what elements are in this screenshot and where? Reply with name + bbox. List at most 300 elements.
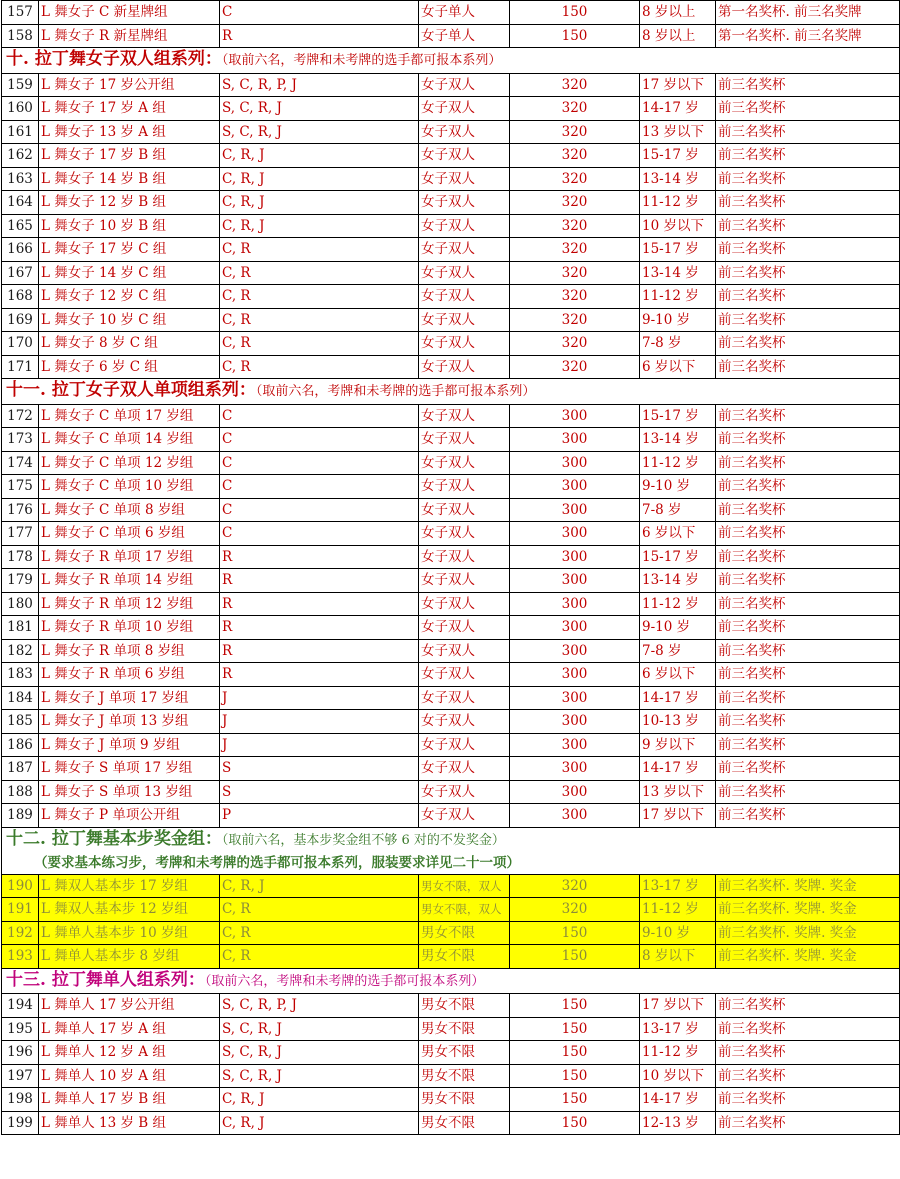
table-row xyxy=(2,592,900,616)
entry-type: 女子双人 xyxy=(419,780,510,804)
entry-type: 女子双人 xyxy=(419,285,510,309)
entry-fee: 320 xyxy=(510,73,640,97)
entry-type: 女子双人 xyxy=(419,167,510,191)
entry-fee: 320 xyxy=(510,214,640,238)
entry-type: 女子双人 xyxy=(419,804,510,828)
dance-list: C, R, J xyxy=(220,1088,419,1112)
entry-type: 女子双人 xyxy=(419,73,510,97)
group-number: 173 xyxy=(2,428,39,452)
group-name: L 舞单人 17 岁 B 组 xyxy=(39,1088,220,1112)
award: 前三名奖杯 xyxy=(716,261,900,285)
age-range: 14-17 岁 xyxy=(640,757,716,781)
group-name: L 舞女子 13 岁 A 组 xyxy=(39,120,220,144)
group-number: 159 xyxy=(2,73,39,97)
table-row xyxy=(2,167,900,191)
dance-list: C, R xyxy=(220,945,419,969)
section-title: 十一. 拉丁女子双人单项组系列： xyxy=(6,380,256,400)
table-row xyxy=(2,214,900,238)
section-10-heading xyxy=(2,48,900,74)
entry-type: 女子双人 xyxy=(419,663,510,687)
group-rows-12 xyxy=(2,874,900,968)
group-name: L 舞女子 R 单项 12 岁组 xyxy=(39,592,220,616)
entry-fee: 320 xyxy=(510,144,640,168)
group-number: 180 xyxy=(2,592,39,616)
age-range: 12-13 岁 xyxy=(640,1111,716,1135)
group-name: L 舞女子 C 单项 6 岁组 xyxy=(39,522,220,546)
group-number: 182 xyxy=(2,639,39,663)
group-name: L 舞女子 C 单项 10 岁组 xyxy=(39,475,220,499)
group-name: L 舞女子 17 岁 C 组 xyxy=(39,238,220,262)
table-row xyxy=(2,238,900,262)
group-name: L 舞女子 C 单项 8 岁组 xyxy=(39,498,220,522)
award: 前三名奖杯 xyxy=(716,733,900,757)
award: 前三名奖杯 xyxy=(716,214,900,238)
section-note: （取前六名，考牌和未考牌的选手都可报本系列） xyxy=(204,973,485,989)
group-number: 194 xyxy=(2,994,39,1018)
entry-fee: 150 xyxy=(510,945,640,969)
table-row xyxy=(2,97,900,121)
entry-type: 男女不限，双人 xyxy=(419,874,510,898)
award: 前三名奖杯 xyxy=(716,144,900,168)
age-range: 11-12 岁 xyxy=(640,285,716,309)
group-name: L 舞女子 R 新星牌组 xyxy=(39,24,220,48)
section-11-heading xyxy=(2,379,900,405)
group-rows-11 xyxy=(2,404,900,827)
dance-list: C, R xyxy=(220,261,419,285)
group-name: L 舞双人基本步 12 岁组 xyxy=(39,898,220,922)
section-12 xyxy=(2,827,900,874)
dance-list: C, R xyxy=(220,332,419,356)
entry-fee: 300 xyxy=(510,475,640,499)
award: 前三名奖杯 xyxy=(716,686,900,710)
group-number: 195 xyxy=(2,1017,39,1041)
group-number: 158 xyxy=(2,24,39,48)
section-10 xyxy=(2,48,900,74)
group-name: L 舞女子 14 岁 C 组 xyxy=(39,261,220,285)
award: 前三名奖杯 xyxy=(716,332,900,356)
dance-list: C, R, J xyxy=(220,214,419,238)
entry-fee: 150 xyxy=(510,1111,640,1135)
entry-fee: 320 xyxy=(510,898,640,922)
section-note: （取前六名，考牌和未考牌的选手都可报本系列） xyxy=(255,384,536,399)
entry-type: 女子双人 xyxy=(419,191,510,215)
group-name: L 舞女子 R 单项 17 岁组 xyxy=(39,545,220,569)
entry-fee: 300 xyxy=(510,639,640,663)
award: 前三名奖杯 xyxy=(716,592,900,616)
group-number: 197 xyxy=(2,1064,39,1088)
age-range: 13-17 岁 xyxy=(640,1017,716,1041)
section-13 xyxy=(2,968,900,994)
age-range: 6 岁以下 xyxy=(640,355,716,379)
group-number: 189 xyxy=(2,804,39,828)
entry-type: 女子双人 xyxy=(419,404,510,428)
award: 前三名奖杯 xyxy=(716,545,900,569)
age-range: 13-14 岁 xyxy=(640,428,716,452)
group-name: L 舞女子 S 单项 17 岁组 xyxy=(39,757,220,781)
group-name: L 舞女子 10 岁 B 组 xyxy=(39,214,220,238)
dance-list: C, R xyxy=(220,308,419,332)
group-name: L 舞女子 R 单项 10 岁组 xyxy=(39,616,220,640)
entry-fee: 320 xyxy=(510,285,640,309)
group-name: L 舞女子 14 岁 B 组 xyxy=(39,167,220,191)
dance-list: J xyxy=(220,710,419,734)
entry-type: 女子双人 xyxy=(419,710,510,734)
award: 前三名奖杯 xyxy=(716,710,900,734)
group-name: L 舞单人基本步 10 岁组 xyxy=(39,921,220,945)
entry-fee: 300 xyxy=(510,757,640,781)
group-number: 199 xyxy=(2,1111,39,1135)
entry-fee: 320 xyxy=(510,308,640,332)
section-note: （取前六名，基本步奖金组不够 6 对的不发奖金） xyxy=(221,832,505,848)
award: 前三名奖杯. 奖牌. 奖金 xyxy=(716,898,900,922)
dance-list: J xyxy=(220,733,419,757)
entry-fee: 150 xyxy=(510,24,640,48)
entry-fee: 300 xyxy=(510,451,640,475)
entry-type: 女子双人 xyxy=(419,238,510,262)
dance-list: C, R xyxy=(220,355,419,379)
group-number: 184 xyxy=(2,686,39,710)
dance-list: J xyxy=(220,686,419,710)
table-row xyxy=(2,898,900,922)
entry-type: 女子双人 xyxy=(419,308,510,332)
age-range: 8 岁以上 xyxy=(640,24,716,48)
award: 前三名奖杯 xyxy=(716,1064,900,1088)
award: 前三名奖杯 xyxy=(716,238,900,262)
award: 前三名奖杯 xyxy=(716,285,900,309)
dance-list: C, R, J xyxy=(220,167,419,191)
group-name: L 舞女子 17 岁公开组 xyxy=(39,73,220,97)
award: 前三名奖杯 xyxy=(716,569,900,593)
age-range: 7-8 岁 xyxy=(640,639,716,663)
dance-list: S, C, R, J xyxy=(220,1064,419,1088)
award: 前三名奖杯 xyxy=(716,1041,900,1065)
entry-fee: 320 xyxy=(510,120,640,144)
group-name: L 舞女子 R 单项 6 岁组 xyxy=(39,663,220,687)
entry-type: 女子双人 xyxy=(419,120,510,144)
dance-list: R xyxy=(220,592,419,616)
entry-fee: 150 xyxy=(510,921,640,945)
entry-fee: 320 xyxy=(510,874,640,898)
group-rows-top xyxy=(2,1,900,48)
group-number: 186 xyxy=(2,733,39,757)
award: 前三名奖杯. 奖牌. 奖金 xyxy=(716,921,900,945)
award: 前三名奖杯 xyxy=(716,428,900,452)
age-range: 17 岁以下 xyxy=(640,804,716,828)
dance-list: C xyxy=(220,522,419,546)
age-range: 11-12 岁 xyxy=(640,1041,716,1065)
group-name: L 舞单人 12 岁 A 组 xyxy=(39,1041,220,1065)
dance-list: S, C, R, P, J xyxy=(220,73,419,97)
entry-type: 女子双人 xyxy=(419,97,510,121)
group-number: 163 xyxy=(2,167,39,191)
entry-type: 女子双人 xyxy=(419,592,510,616)
entry-fee: 150 xyxy=(510,1088,640,1112)
age-range: 13-14 岁 xyxy=(640,167,716,191)
entry-fee: 300 xyxy=(510,545,640,569)
table-row xyxy=(2,355,900,379)
section-title: 十. 拉丁舞女子双人组系列： xyxy=(6,49,222,69)
table-row xyxy=(2,144,900,168)
group-name: L 舞女子 10 岁 C 组 xyxy=(39,308,220,332)
award: 前三名奖杯 xyxy=(716,120,900,144)
group-name: L 舞女子 P 单项公开组 xyxy=(39,804,220,828)
award: 前三名奖杯. 奖牌. 奖金 xyxy=(716,874,900,898)
dance-list: S, C, R, J xyxy=(220,97,419,121)
award: 前三名奖杯. 奖牌. 奖金 xyxy=(716,945,900,969)
group-number: 157 xyxy=(2,1,39,25)
age-range: 14-17 岁 xyxy=(640,97,716,121)
entry-type: 女子双人 xyxy=(419,451,510,475)
table-row xyxy=(2,498,900,522)
dance-list: R xyxy=(220,569,419,593)
table-row xyxy=(2,120,900,144)
entry-fee: 150 xyxy=(510,1017,640,1041)
table-row xyxy=(2,663,900,687)
entry-type: 女子单人 xyxy=(419,24,510,48)
entry-type: 女子双人 xyxy=(419,144,510,168)
group-number: 185 xyxy=(2,710,39,734)
award: 前三名奖杯 xyxy=(716,994,900,1018)
dance-list: C, R, J xyxy=(220,144,419,168)
group-number: 164 xyxy=(2,191,39,215)
group-name: L 舞单人基本步 8 岁组 xyxy=(39,945,220,969)
age-range: 10 岁以下 xyxy=(640,1064,716,1088)
group-name: L 舞女子 12 岁 C 组 xyxy=(39,285,220,309)
table-row xyxy=(2,404,900,428)
entry-type: 女子单人 xyxy=(419,1,510,25)
entry-type: 女子双人 xyxy=(419,686,510,710)
dance-list: C, R xyxy=(220,921,419,945)
entry-fee: 320 xyxy=(510,238,640,262)
dance-list: C xyxy=(220,475,419,499)
age-range: 9-10 岁 xyxy=(640,475,716,499)
age-range: 11-12 岁 xyxy=(640,592,716,616)
award: 前三名奖杯 xyxy=(716,1111,900,1135)
entry-type: 女子双人 xyxy=(419,332,510,356)
dance-list: S xyxy=(220,780,419,804)
age-range: 10 岁以下 xyxy=(640,214,716,238)
group-number: 187 xyxy=(2,757,39,781)
award: 第一名奖杯. 前三名奖牌 xyxy=(716,1,900,25)
age-range: 7-8 岁 xyxy=(640,332,716,356)
table-row xyxy=(2,994,900,1018)
entry-fee: 300 xyxy=(510,733,640,757)
age-range: 9-10 岁 xyxy=(640,308,716,332)
age-range: 13-14 岁 xyxy=(640,569,716,593)
group-number: 170 xyxy=(2,332,39,356)
dance-list: C, R, J xyxy=(220,191,419,215)
entry-type: 女子双人 xyxy=(419,498,510,522)
table-row xyxy=(2,1017,900,1041)
group-number: 190 xyxy=(2,874,39,898)
table-row xyxy=(2,569,900,593)
section-11 xyxy=(2,379,900,405)
group-name: L 舞双人基本步 17 岁组 xyxy=(39,874,220,898)
section-13-heading xyxy=(2,968,900,994)
group-name: L 舞女子 17 岁 A 组 xyxy=(39,97,220,121)
group-name: L 舞女子 8 岁 C 组 xyxy=(39,332,220,356)
entry-fee: 300 xyxy=(510,592,640,616)
table-row xyxy=(2,686,900,710)
group-number: 177 xyxy=(2,522,39,546)
dance-list: C xyxy=(220,1,419,25)
group-name: L 舞单人 13 岁 B 组 xyxy=(39,1111,220,1135)
group-number: 172 xyxy=(2,404,39,428)
group-name: L 舞单人 17 岁公开组 xyxy=(39,994,220,1018)
table-row xyxy=(2,475,900,499)
entry-fee: 300 xyxy=(510,663,640,687)
group-name: L 舞单人 10 岁 A 组 xyxy=(39,1064,220,1088)
table-row xyxy=(2,733,900,757)
group-name: L 舞女子 R 单项 8 岁组 xyxy=(39,639,220,663)
table-row xyxy=(2,73,900,97)
entry-type: 女子双人 xyxy=(419,545,510,569)
table-row xyxy=(2,285,900,309)
award: 前三名奖杯 xyxy=(716,308,900,332)
group-number: 162 xyxy=(2,144,39,168)
entry-type: 女子双人 xyxy=(419,355,510,379)
dance-list: R xyxy=(220,24,419,48)
group-number: 161 xyxy=(2,120,39,144)
entry-type: 女子双人 xyxy=(419,616,510,640)
group-name: L 舞女子 C 单项 14 岁组 xyxy=(39,428,220,452)
award: 前三名奖杯 xyxy=(716,663,900,687)
entry-type: 男女不限，双人 xyxy=(419,898,510,922)
group-number: 175 xyxy=(2,475,39,499)
group-name: L 舞女子 C 单项 17 岁组 xyxy=(39,404,220,428)
age-range: 15-17 岁 xyxy=(640,545,716,569)
age-range: 17 岁以下 xyxy=(640,994,716,1018)
dance-list: C xyxy=(220,498,419,522)
table-row xyxy=(2,428,900,452)
dance-list: C, R xyxy=(220,898,419,922)
group-number: 176 xyxy=(2,498,39,522)
dance-list: C xyxy=(220,428,419,452)
table-row xyxy=(2,1064,900,1088)
section-12-heading xyxy=(2,827,900,874)
entry-type: 女子双人 xyxy=(419,522,510,546)
award: 前三名奖杯 xyxy=(716,451,900,475)
age-range: 8 岁以下 xyxy=(640,945,716,969)
age-range: 17 岁以下 xyxy=(640,73,716,97)
table-row xyxy=(2,24,900,48)
group-number: 196 xyxy=(2,1041,39,1065)
entry-type: 男女不限 xyxy=(419,921,510,945)
table-row xyxy=(2,804,900,828)
entry-fee: 150 xyxy=(510,994,640,1018)
age-range: 13 岁以下 xyxy=(640,780,716,804)
group-name: L 舞单人 17 岁 A 组 xyxy=(39,1017,220,1041)
table-row xyxy=(2,261,900,285)
age-range: 13-14 岁 xyxy=(640,261,716,285)
entry-type: 男女不限 xyxy=(419,1017,510,1041)
group-number: 178 xyxy=(2,545,39,569)
entry-type: 男女不限 xyxy=(419,1111,510,1135)
entry-fee: 300 xyxy=(510,404,640,428)
entry-type: 男女不限 xyxy=(419,994,510,1018)
age-range: 6 岁以下 xyxy=(640,663,716,687)
dance-list: R xyxy=(220,616,419,640)
group-number: 171 xyxy=(2,355,39,379)
entry-fee: 320 xyxy=(510,97,640,121)
entry-fee: 320 xyxy=(510,332,640,356)
award: 前三名奖杯 xyxy=(716,475,900,499)
award: 前三名奖杯 xyxy=(716,1017,900,1041)
group-name: L 舞女子 6 岁 C 组 xyxy=(39,355,220,379)
entry-type: 男女不限 xyxy=(419,1064,510,1088)
table-row xyxy=(2,1111,900,1135)
dance-list: R xyxy=(220,639,419,663)
group-name: L 舞女子 C 单项 12 岁组 xyxy=(39,451,220,475)
entry-type: 男女不限 xyxy=(419,1088,510,1112)
dance-list: S xyxy=(220,757,419,781)
table-row xyxy=(2,945,900,969)
age-range: 6 岁以下 xyxy=(640,522,716,546)
section-note: （取前六名，考牌和未考牌的选手都可报本系列） xyxy=(221,53,502,68)
age-range: 14-17 岁 xyxy=(640,1088,716,1112)
entry-type: 女子双人 xyxy=(419,428,510,452)
dance-list: R xyxy=(220,545,419,569)
group-number: 168 xyxy=(2,285,39,309)
entry-type: 女子双人 xyxy=(419,569,510,593)
entry-fee: 150 xyxy=(510,1064,640,1088)
group-number: 183 xyxy=(2,663,39,687)
age-range: 11-12 岁 xyxy=(640,898,716,922)
entry-type: 女子双人 xyxy=(419,261,510,285)
entry-fee: 300 xyxy=(510,616,640,640)
table-row xyxy=(2,522,900,546)
table-row xyxy=(2,191,900,215)
entry-type: 女子双人 xyxy=(419,733,510,757)
group-rows-10 xyxy=(2,73,900,379)
award: 前三名奖杯 xyxy=(716,498,900,522)
section-title: 十三. 拉丁舞单人组系列： xyxy=(6,969,205,990)
group-number: 188 xyxy=(2,780,39,804)
age-range: 14-17 岁 xyxy=(640,686,716,710)
entry-type: 女子双人 xyxy=(419,214,510,238)
table-row xyxy=(2,616,900,640)
table-row xyxy=(2,757,900,781)
group-number: 169 xyxy=(2,308,39,332)
entry-type: 女子双人 xyxy=(419,757,510,781)
age-range: 13 岁以下 xyxy=(640,120,716,144)
award: 前三名奖杯 xyxy=(716,522,900,546)
entry-fee: 320 xyxy=(510,261,640,285)
award: 前三名奖杯 xyxy=(716,355,900,379)
award: 第一名奖杯. 前三名奖牌 xyxy=(716,24,900,48)
table-row xyxy=(2,545,900,569)
table-row xyxy=(2,1088,900,1112)
age-range: 13-17 岁 xyxy=(640,874,716,898)
table-row xyxy=(2,710,900,734)
dance-list: P xyxy=(220,804,419,828)
dance-list: C xyxy=(220,404,419,428)
entry-fee: 300 xyxy=(510,780,640,804)
group-rows-13 xyxy=(2,994,900,1135)
entry-fee: 300 xyxy=(510,428,640,452)
award: 前三名奖杯 xyxy=(716,1088,900,1112)
table-row xyxy=(2,874,900,898)
group-name: L 舞女子 C 新星牌组 xyxy=(39,1,220,25)
dance-list: S, C, R, J xyxy=(220,1041,419,1065)
group-number: 181 xyxy=(2,616,39,640)
table-row xyxy=(2,308,900,332)
award: 前三名奖杯 xyxy=(716,616,900,640)
award: 前三名奖杯 xyxy=(716,639,900,663)
group-number: 179 xyxy=(2,569,39,593)
group-name: L 舞女子 R 单项 14 岁组 xyxy=(39,569,220,593)
group-number: 198 xyxy=(2,1088,39,1112)
